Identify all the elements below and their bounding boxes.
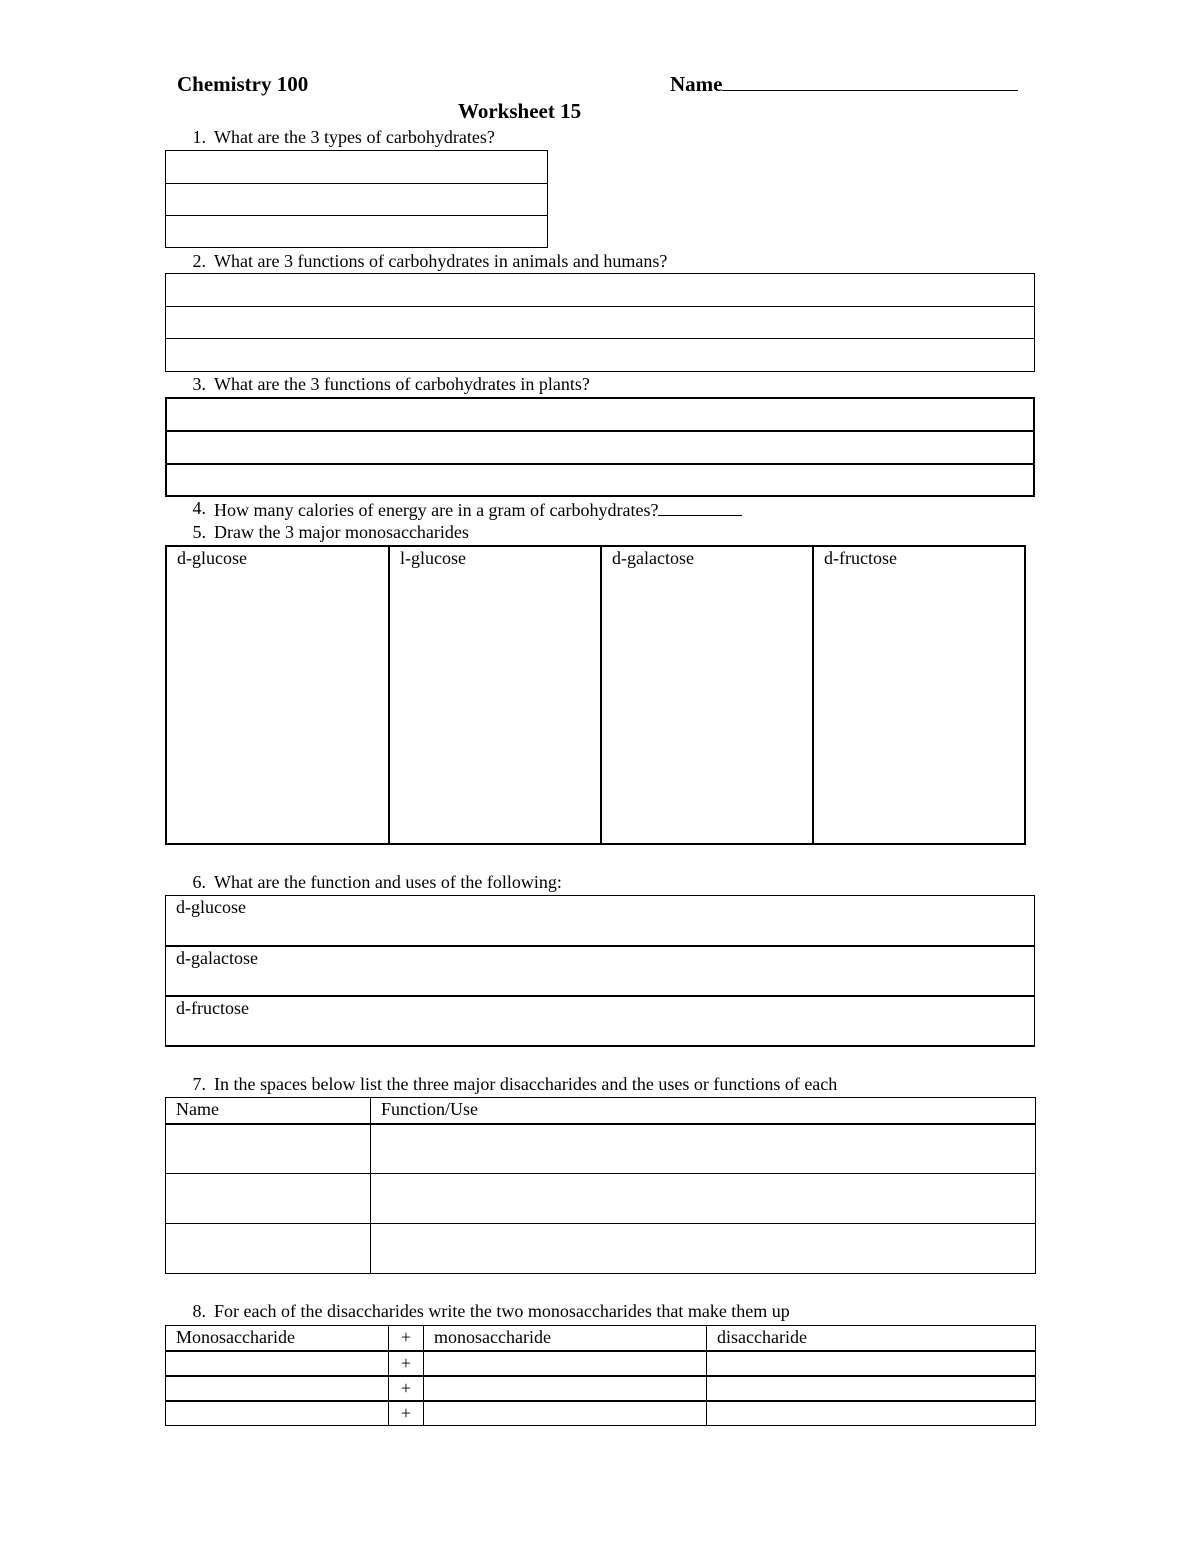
function-cell[interactable] bbox=[371, 1224, 1036, 1274]
drawing-cell-d-galactose[interactable] bbox=[601, 546, 813, 844]
answer-cell[interactable] bbox=[166, 184, 548, 216]
question-text: In the spaces below list the three major disaccharides and the uses or functions of each bbox=[214, 1074, 838, 1094]
answer-cell-d-fructose[interactable] bbox=[166, 996, 1035, 1046]
question-number: 2. bbox=[192, 251, 206, 271]
function-cell[interactable] bbox=[371, 1124, 1036, 1174]
drawing-cell-l-glucose[interactable] bbox=[389, 546, 601, 844]
plus-text: + bbox=[400, 1377, 412, 1398]
question-8 bbox=[176, 1301, 1076, 1323]
plus-text: + bbox=[400, 1352, 412, 1373]
answer-cell-d-galactose[interactable] bbox=[166, 946, 1035, 996]
question-text-wrap bbox=[214, 498, 742, 521]
answer-cell[interactable] bbox=[166, 216, 548, 248]
q5-drawing-table bbox=[165, 545, 1026, 845]
disaccharide-cell[interactable] bbox=[707, 1401, 1036, 1426]
answer-cell[interactable] bbox=[166, 151, 548, 184]
row-label: d-glucose bbox=[176, 897, 246, 917]
question-text: What are the function and uses of the following: bbox=[214, 872, 562, 892]
name-cell[interactable] bbox=[166, 1224, 371, 1274]
name-blank[interactable] bbox=[722, 73, 1018, 91]
answer-cell[interactable] bbox=[166, 431, 1034, 464]
cell-label: l-glucose bbox=[400, 548, 466, 568]
header-text: monosaccharide bbox=[434, 1327, 551, 1347]
question-text: How many calories of energy are in a gram of carbohydrates? bbox=[214, 500, 659, 520]
question-text: What are the 3 functions of carbohydrates in plants? bbox=[214, 374, 590, 394]
calories-answer-blank[interactable] bbox=[658, 498, 742, 516]
question-number: 4. bbox=[192, 498, 206, 518]
monosaccharide-2-cell[interactable] bbox=[424, 1401, 707, 1426]
header-text: Monosaccharide bbox=[176, 1327, 295, 1347]
plus-text: + bbox=[400, 1402, 412, 1423]
header-text: Name bbox=[176, 1099, 219, 1119]
q3-answer-table bbox=[165, 397, 1035, 497]
header-text: disaccharide bbox=[717, 1327, 807, 1347]
answer-cell-d-glucose[interactable] bbox=[166, 896, 1035, 946]
answer-cell[interactable] bbox=[166, 307, 1035, 339]
monosaccharide-1-cell[interactable] bbox=[166, 1376, 389, 1401]
question-text: Draw the 3 major monosaccharides bbox=[214, 522, 469, 542]
drawing-cell-d-glucose[interactable] bbox=[166, 546, 389, 844]
answer-cell[interactable] bbox=[166, 464, 1034, 496]
question-text: What are the 3 types of carbohydrates? bbox=[214, 127, 495, 147]
answer-cell[interactable] bbox=[166, 398, 1034, 431]
column-header-monosaccharide-1 bbox=[166, 1326, 389, 1351]
answer-cell[interactable] bbox=[166, 274, 1035, 307]
answer-cell[interactable] bbox=[166, 339, 1035, 372]
column-header-name bbox=[166, 1098, 371, 1124]
column-header-function bbox=[371, 1098, 1036, 1124]
cell-label: d-glucose bbox=[177, 548, 247, 568]
monosaccharide-2-cell[interactable] bbox=[424, 1351, 707, 1376]
plus-sign bbox=[389, 1401, 424, 1426]
name-cell[interactable] bbox=[166, 1174, 371, 1224]
cell-label: d-fructose bbox=[824, 548, 897, 568]
row-label: d-galactose bbox=[176, 947, 258, 968]
question-1 bbox=[176, 127, 776, 149]
question-number: 3. bbox=[192, 374, 206, 394]
name-field[interactable] bbox=[670, 72, 1018, 97]
question-number: 8. bbox=[192, 1301, 206, 1321]
header-text: Function/Use bbox=[381, 1099, 478, 1119]
monosaccharide-2-cell[interactable] bbox=[424, 1376, 707, 1401]
name-cell[interactable] bbox=[166, 1124, 371, 1174]
cell-label: d-galactose bbox=[612, 548, 694, 568]
q7-disaccharide-table bbox=[165, 1097, 1036, 1274]
plus-sign bbox=[389, 1351, 424, 1376]
name-label: Name bbox=[670, 72, 723, 96]
question-7 bbox=[176, 1074, 1076, 1096]
question-number: 1. bbox=[192, 127, 206, 147]
q6-answer-table bbox=[165, 895, 1035, 1047]
question-number: 6. bbox=[192, 872, 206, 892]
monosaccharide-1-cell[interactable] bbox=[166, 1401, 389, 1426]
course-title: Chemistry 100 bbox=[177, 72, 309, 96]
q8-composition-table bbox=[165, 1325, 1036, 1426]
plus-sign bbox=[389, 1326, 424, 1351]
drawing-cell-d-fructose[interactable] bbox=[813, 546, 1025, 844]
row-label: d-fructose bbox=[176, 997, 249, 1018]
question-3 bbox=[176, 374, 1076, 396]
disaccharide-cell[interactable] bbox=[707, 1351, 1036, 1376]
header-text: + bbox=[400, 1327, 412, 1347]
worksheet-title: Worksheet 15 bbox=[458, 99, 582, 123]
question-text: What are 3 functions of carbohydrates in animals and humans? bbox=[214, 251, 668, 271]
question-6 bbox=[176, 872, 1076, 894]
question-number: 5. bbox=[192, 522, 206, 542]
disaccharide-cell[interactable] bbox=[707, 1376, 1036, 1401]
question-text: For each of the disaccharides write the two monosaccharides that make them up bbox=[214, 1301, 790, 1321]
function-cell[interactable] bbox=[371, 1174, 1036, 1224]
q2-answer-table bbox=[165, 273, 1035, 372]
q1-answer-table bbox=[165, 150, 548, 248]
monosaccharide-1-cell[interactable] bbox=[166, 1351, 389, 1376]
question-4 bbox=[176, 498, 1076, 520]
question-5 bbox=[176, 522, 1076, 544]
column-header-monosaccharide-2 bbox=[424, 1326, 707, 1351]
question-number: 7. bbox=[192, 1074, 206, 1094]
column-header-disaccharide bbox=[707, 1326, 1036, 1351]
plus-sign bbox=[389, 1376, 424, 1401]
question-2 bbox=[176, 251, 1076, 273]
